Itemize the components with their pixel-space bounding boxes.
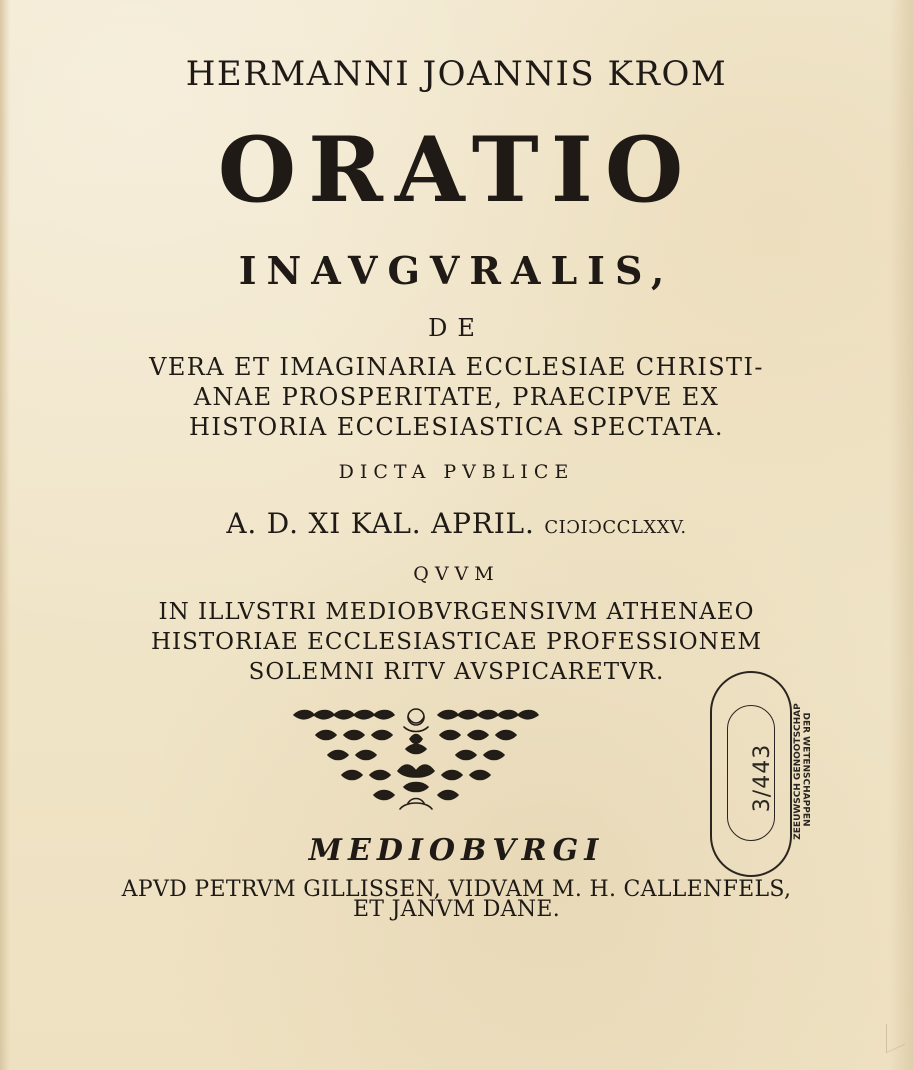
occasion-line-3: SOLEMNI RITV AVSPICARETVR. [248, 659, 665, 685]
occasion-line-1: IN ILLVSTRI MEDIOBVRGENSIVM ATHENAEO [158, 599, 755, 625]
cum-line: QVVM [413, 563, 500, 585]
topic-line-2: ANAE PROSPERITATE, PRAECIPVE EX [193, 383, 720, 411]
stamp-bottom-text: DER WETENSCHAPPEN [800, 712, 811, 827]
date-year: CIƆIƆCCLXXV. [544, 517, 687, 538]
title-subtitle: INAVGVRALIS, [238, 248, 675, 293]
date-text: A. D. XI KAL. APRIL. [226, 507, 535, 540]
stamp-number: 3/443 [750, 743, 776, 813]
stamp-top-text: ZEEUWSCH GENOOTSCHAP [792, 703, 803, 840]
place-line: MEDIOBVRGI [308, 833, 605, 868]
topic-line-1: VERA ET IMAGINARIA ECCLESIAE CHRISTI- [149, 353, 764, 381]
printer-ornament-icon [286, 705, 546, 815]
author-line: HERMANNI JOANNIS KROM [185, 54, 728, 94]
preposition-line: DE [428, 314, 485, 342]
topic-line-3: HISTORIA ECCLESIASTICA SPECTATA. [189, 413, 724, 441]
occasion-line-2: HISTORIAE ECCLESIASTICAE PROFESSIONEM [150, 629, 763, 655]
title-main: ORATIO [217, 117, 696, 223]
printer-line-1: APVD PETRVM GILLISSEN, VIDVAM M. H. CALLENFELS, [121, 877, 792, 902]
dicta-line: DICTA PVBLICE [338, 461, 575, 483]
library-stamp [710, 671, 811, 879]
date-line [0, 507, 913, 540]
printer-line-2: ET JANVM DANE. [352, 897, 561, 922]
